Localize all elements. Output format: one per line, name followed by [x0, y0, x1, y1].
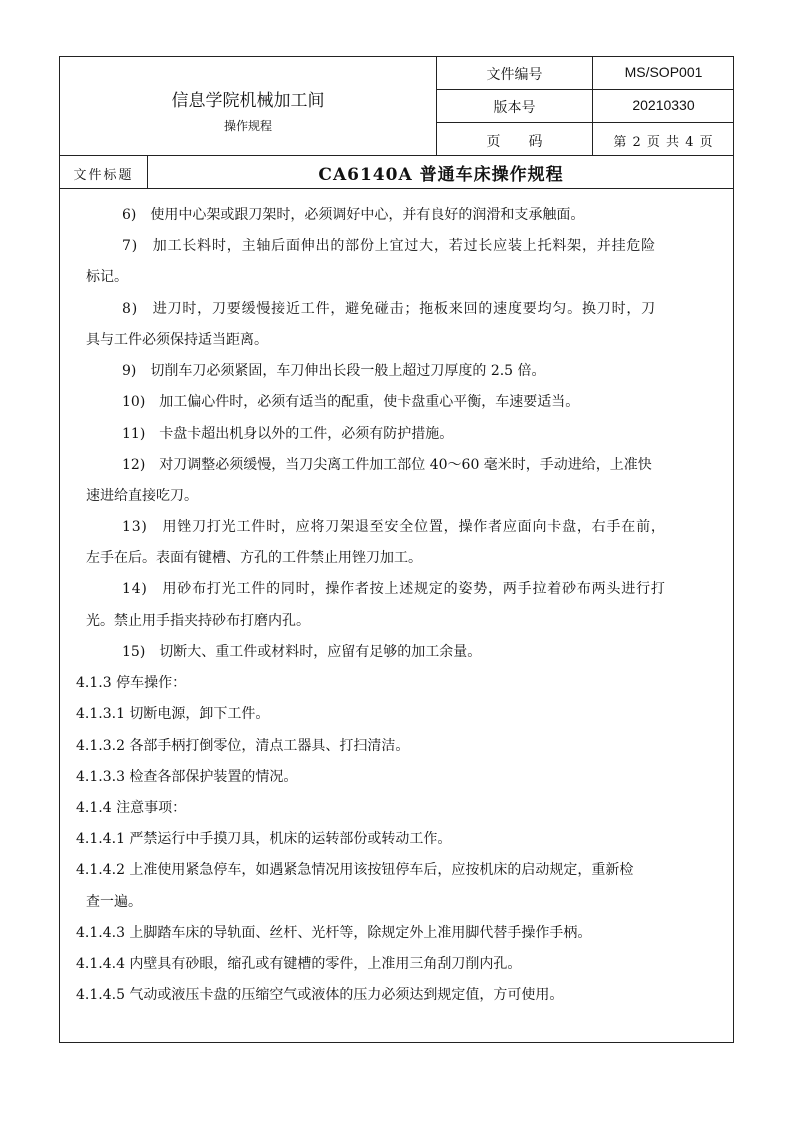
body-line: 光。禁止用手指夹持砂布打磨内孔。 [86, 613, 310, 629]
body-line: 4.1.4.4 内壁具有砂眼，缩孔或有键槽的零件，上准用三角刮刀削内孔。 [76, 956, 522, 972]
body-line: 10) 加工偏心件时，必须有适当的配重，使卡盘重心平衡，车速要适当。 [122, 394, 580, 410]
body-line: 4.1.4.2 上准使用紧急停车，如遇紧急情况用该按钮停车后，应按机床的启动规定，重新检 [76, 862, 634, 878]
title-divider [59, 188, 734, 189]
body-line: 15) 切断大、重工件或材料时，应留有足够的加工余量。 [122, 644, 482, 660]
org-name: 信息学院机械加工间 [171, 91, 325, 111]
org-subtitle: 操作规程 [223, 119, 272, 133]
version-value: 20210330 [632, 97, 695, 113]
page-label: 页 码 [486, 134, 543, 150]
body-line: 4.1.4.1 严禁运行中手摸刀具，机床的运转部份或转动工作。 [76, 831, 452, 847]
body-line: 4.1.3.1 切断电源，卸下工件。 [76, 706, 270, 722]
body-line: 8) 进刀时，刀要缓慢接近工件，避免碰击；拖板来回的速度要均匀。换刀时，刀 [122, 301, 656, 317]
body-line: 12) 对刀调整必须缓慢，当刀尖离工件加工部位 40～60 毫米时，手动进给，上准快 [122, 457, 652, 473]
body-line: 标记。 [86, 269, 128, 285]
body-line: 查一遍。 [86, 894, 142, 910]
section-heading: 4.1.4 注意事项： [76, 800, 187, 816]
body-line: 速进给直接吃刀。 [86, 488, 198, 504]
body-line: 4.1.4.3 上脚踏车床的导轨面、丝杆、光杆等，除规定外上准用脚代替手操作手柄。 [76, 925, 592, 941]
meta-row-divider-2 [436, 122, 734, 123]
body-line: 左手在后。表面有键槽、方孔的工件禁止用锉刀加工。 [86, 550, 422, 566]
body-line: 4.1.3.2 各部手柄打倒零位，清点工器具、打扫清洁。 [76, 738, 410, 754]
body-line: 14) 用砂布打光工件的同时，操作者按上述规定的姿势，两手拉着砂布两头进行打 [122, 581, 666, 597]
body-line: 13) 用锉刀打光工件时，应将刀架退至安全位置，操作者应面向卡盘，右手在前， [122, 519, 666, 535]
version-label: 版本号 [493, 100, 536, 116]
doc-number-value: MS/SOP001 [624, 64, 703, 80]
doc-number-label: 文件编号 [486, 67, 543, 83]
body-line: 4.1.3.3 检查各部保护装置的情况。 [76, 769, 298, 785]
title-label: 文件标题 [73, 168, 134, 183]
meta-row-divider-1 [436, 89, 734, 90]
page-value: 第 2 页 共 4 页 [613, 135, 714, 150]
body-line: 具与工件必须保持适当距离。 [86, 332, 268, 348]
body-line: 11) 卡盘卡超出机身以外的工件，必须有防护措施。 [122, 426, 454, 442]
body-line: 4.1.4.5 气动或液压卡盘的压缩空气或液体的压力必须达到规定值，方可使用。 [76, 987, 564, 1003]
header-divider [59, 155, 734, 156]
document-title: CA6140A 普通车床操作规程 [318, 165, 564, 185]
section-heading: 4.1.3 停车操作： [76, 675, 187, 691]
body-line: 9) 切削车刀必须紧固，车刀伸出长段一般上超过刀厚度的 2.5 倍。 [122, 363, 546, 379]
body-line: 6) 使用中心架或跟刀架时，必须调好中心，并有良好的润滑和支承触面。 [122, 207, 585, 223]
body-line: 7) 加工长料时，主轴后面伸出的部份上宜过大，若过长应装上托料架，并挂危险 [122, 238, 656, 254]
